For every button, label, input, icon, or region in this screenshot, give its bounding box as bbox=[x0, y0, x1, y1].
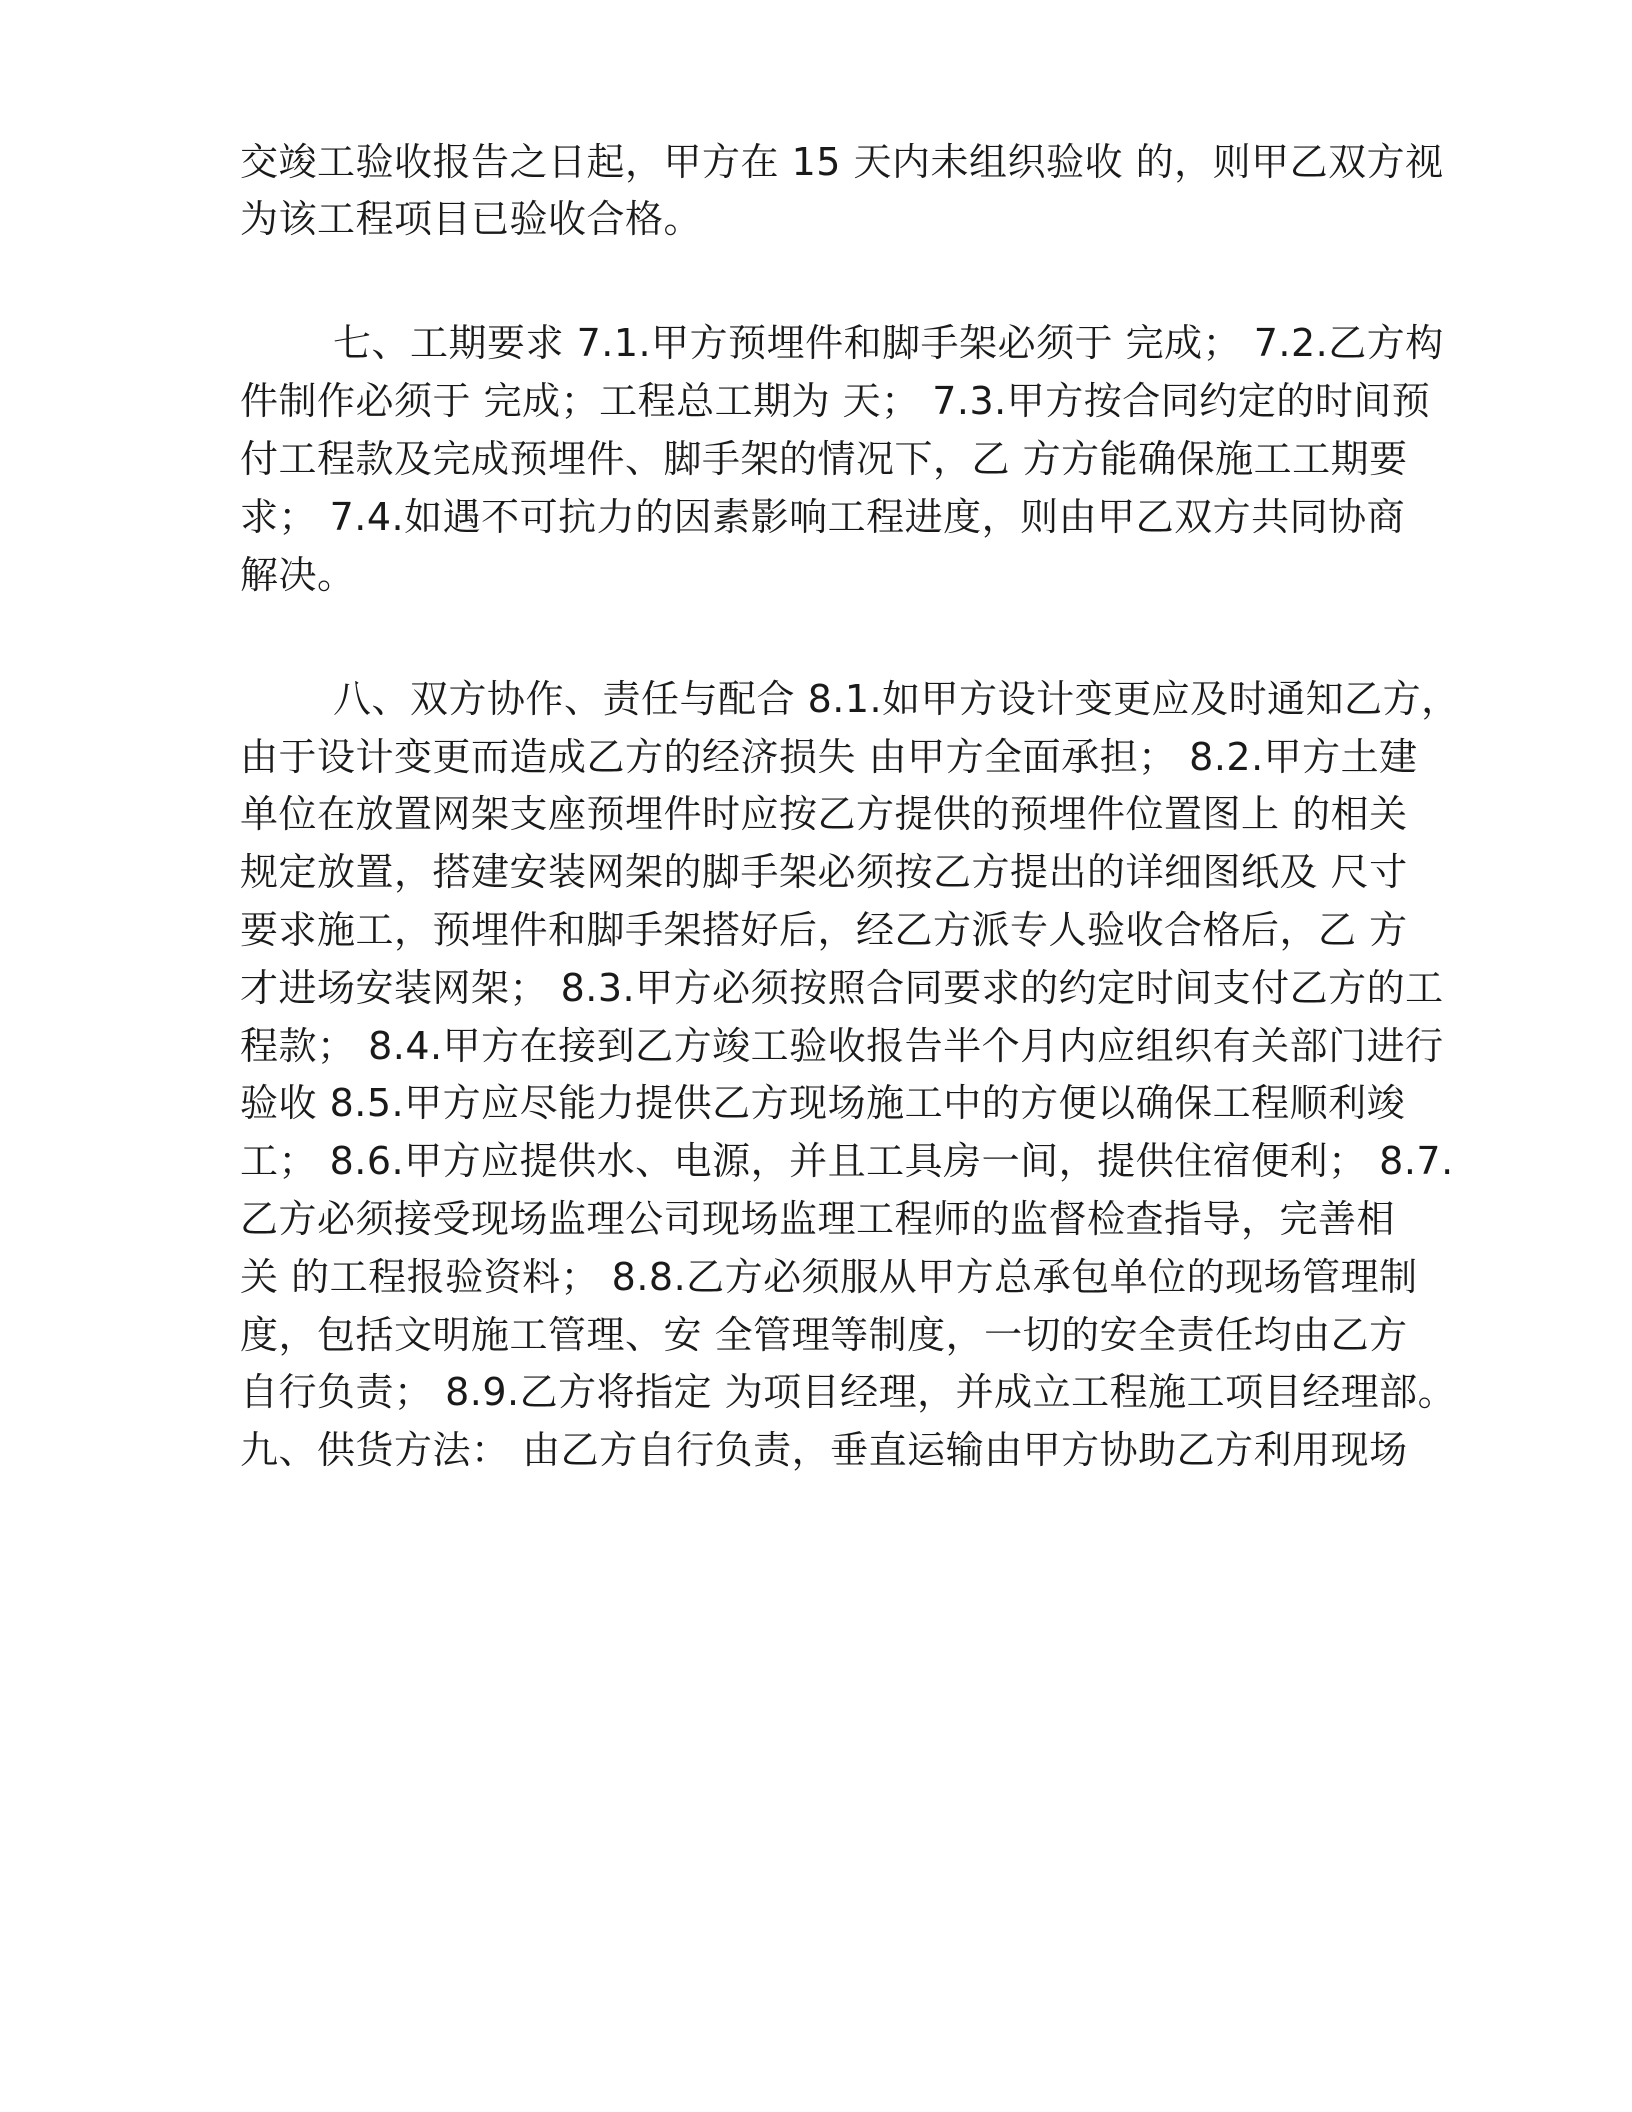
text-line: 由于设计变更而造成乙方的经济损失 由甲方全面承担； 8.2.甲方土建 bbox=[240, 735, 1418, 779]
text-line: 乙方必须接受现场监理公司现场监理工程师的监督检查指导，完善相 bbox=[240, 1197, 1396, 1241]
text-line: 解决。 bbox=[240, 553, 356, 597]
text-line: 单位在放置网架支座预埋件时应按乙方提供的预埋件位置图上 的相关 bbox=[240, 792, 1408, 836]
text-line: 规定放置，搭建安装网架的脚手架必须按乙方提出的详细图纸及 尺寸 bbox=[240, 850, 1408, 894]
text-line: 自行负责； 8.9.乙方将指定 为项目经理，并成立工程施工项目经理部。 bbox=[240, 1370, 1457, 1414]
text-line: 付工程款及完成预埋件、脚手架的情况下，乙 方方能确保施工工期要 bbox=[240, 437, 1408, 481]
text-line: 关 的工程报验资料； 8.8.乙方必须服从甲方总承包单位的现场管理制 bbox=[240, 1255, 1418, 1299]
text-line: 八、双方协作、责任与配合 8.1.如甲方设计变更应及时通知乙方， bbox=[333, 677, 1460, 721]
text-line: 要求施工，预埋件和脚手架搭好后，经乙方派专人验收合格后，乙 方 bbox=[240, 908, 1408, 952]
text-line: 七、工期要求 7.1.甲方预埋件和脚手架必须于 完成； 7.2.乙方构 bbox=[333, 321, 1444, 365]
text-line: 九、供货方法： 由乙方自行负责，垂直运输由甲方协助乙方利用现场 bbox=[240, 1428, 1408, 1472]
text-line: 验收 8.5.甲方应尽能力提供乙方现场施工中的方便以确保工程顺利竣 bbox=[240, 1081, 1406, 1125]
text-line: 为该工程项目已验收合格。 bbox=[240, 197, 703, 241]
text-line: 工； 8.6.甲方应提供水、电源，并且工具房一间，提供住宿便利； 8.7. bbox=[240, 1139, 1454, 1183]
text-line: 度，包括文明施工管理、安 全管理等制度，一切的安全责任均由乙方 bbox=[240, 1313, 1408, 1357]
text-line: 件制作必须于 完成；工程总工期为 天； 7.3.甲方按合同约定的时间预 bbox=[240, 379, 1431, 423]
text-line: 程款； 8.4.甲方在接到乙方竣工验收报告半个月内应组织有关部门进行 bbox=[240, 1024, 1444, 1068]
text-line: 交竣工验收报告之日起，甲方在 15 天内未组织验收 的，则甲乙双方视 bbox=[240, 140, 1444, 184]
text-line: 才进场安装网架； 8.3.甲方必须按照合同要求的约定时间支付乙方的工 bbox=[240, 966, 1444, 1010]
text-line: 求； 7.4.如遇不可抗力的因素影响工程进度，则由甲乙双方共同协商 bbox=[240, 495, 1406, 539]
